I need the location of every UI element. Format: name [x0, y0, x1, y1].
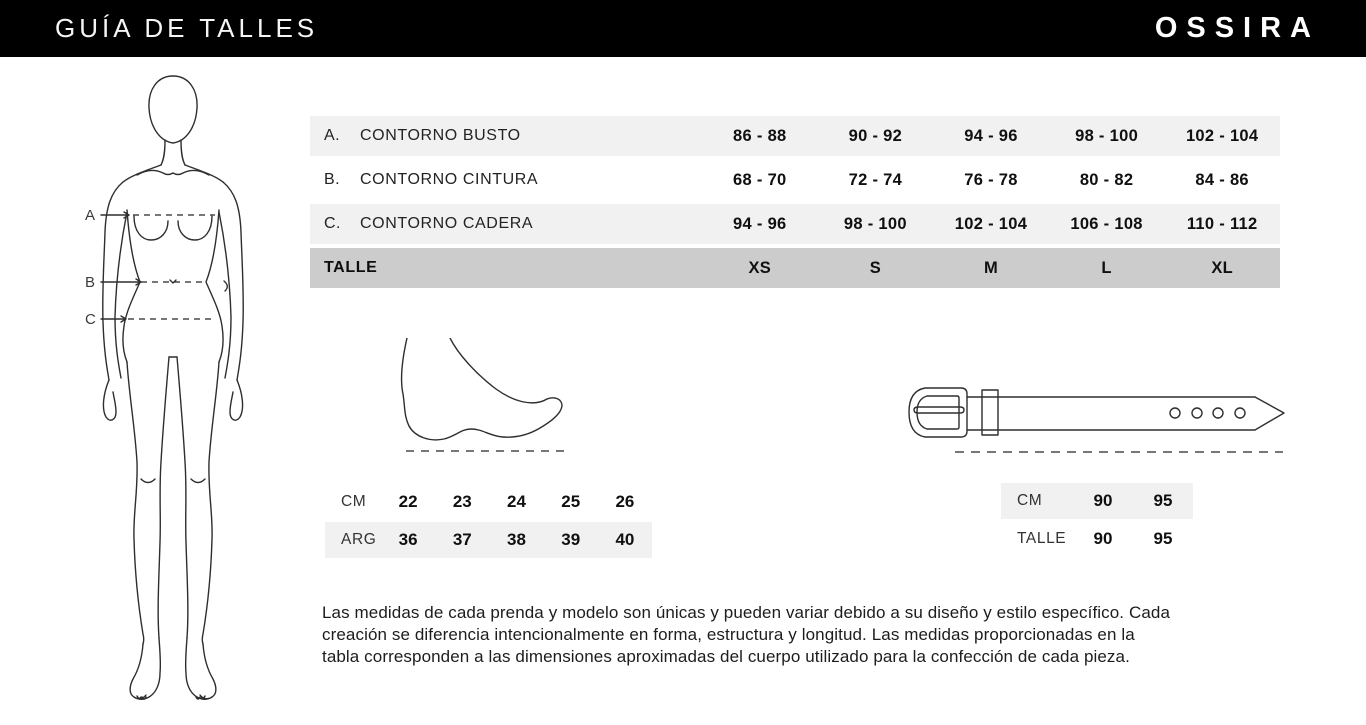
foot-illustration: [400, 338, 575, 458]
cell-value: 98 - 100: [1075, 126, 1139, 145]
cell-value: XL: [1211, 258, 1234, 277]
cell-value: L: [1101, 258, 1112, 277]
belt-hole: [1170, 408, 1180, 418]
header-bar: [0, 0, 1366, 57]
cell-value: 95: [1153, 491, 1173, 510]
cell-value: 37: [452, 530, 472, 549]
size-table: [310, 116, 1280, 292]
table-row-hip: [310, 204, 1280, 244]
row-label: TALLE: [1017, 530, 1067, 547]
table-row-cm: [1001, 483, 1193, 519]
table-row-cm: [325, 484, 652, 520]
cell-value: 86 - 88: [733, 126, 787, 145]
cell-value: 39: [561, 530, 581, 549]
hip-label: C: [85, 311, 97, 328]
page-title: GUÍA DE TALLES: [55, 13, 319, 43]
cell-value: 40: [615, 530, 635, 549]
cell-value: 22: [398, 492, 418, 511]
cell-value: 90: [1093, 491, 1113, 510]
row-label: CM: [341, 493, 367, 510]
row-key: A.: [324, 127, 340, 144]
belt-size-table: [1001, 483, 1193, 559]
note-line: tabla corresponden a las dimensiones aproximadas del cuerpo utilizado para la confección de cada pieza.: [322, 647, 1130, 666]
table-row-waist: [310, 160, 1280, 200]
row-key: B.: [324, 171, 340, 188]
table-row-arg: [325, 522, 652, 558]
cell-value: 26: [615, 492, 635, 511]
table-row-bust: [310, 116, 1280, 156]
cell-value: 110 - 112: [1186, 214, 1258, 233]
row-label: TALLE: [324, 259, 378, 276]
cell-value: 90: [1093, 529, 1113, 548]
cell-value: XS: [748, 258, 772, 277]
belt-illustration: [903, 380, 1288, 465]
cell-value: 106 - 108: [1070, 214, 1143, 233]
cell-value: 98 - 100: [843, 214, 907, 233]
cell-value: 102 - 104: [1185, 126, 1259, 145]
waist-label: B: [85, 274, 97, 291]
belt-hole: [1213, 408, 1223, 418]
row-key: C.: [324, 215, 341, 232]
row-label: CONTORNO BUSTO: [360, 127, 521, 144]
brand-logo: OSSIRA: [1154, 12, 1320, 44]
measurements-note: [322, 602, 1170, 668]
cell-value: 76 - 78: [964, 170, 1018, 189]
hip-arrow: [101, 316, 126, 322]
note-line: creación se diferencia intencionalmente en forma, estructura y longitud. Las medidas proporcionadas en la: [322, 625, 1135, 644]
cell-value: 68 - 70: [733, 170, 787, 189]
cell-value: S: [869, 258, 882, 277]
belt-hole: [1192, 408, 1202, 418]
row-label: CONTORNO CADERA: [360, 215, 534, 232]
cell-value: 90 - 92: [848, 126, 903, 145]
table-row-size: [310, 248, 1280, 288]
waist-arrow: [101, 279, 141, 285]
shoe-size-table: [325, 484, 652, 560]
body-figure-illustration: [75, 62, 270, 710]
cell-value: 102 - 104: [954, 214, 1028, 233]
cell-value: 25: [561, 492, 581, 511]
row-label: CONTORNO CINTURA: [360, 171, 539, 188]
note-line: Las medidas de cada prenda y modelo son únicas y pueden variar debido a su diseño y estilo específico. Cada: [322, 603, 1170, 622]
cell-value: 94 - 96: [964, 126, 1018, 145]
row-label: ARG: [341, 531, 377, 548]
bust-arrow: [101, 212, 129, 218]
figure-head: [149, 76, 197, 143]
cell-value: M: [983, 258, 998, 277]
row-label: CM: [1017, 492, 1043, 509]
cell-value: 80 - 82: [1079, 170, 1134, 189]
belt-hole: [1235, 408, 1245, 418]
cell-value: 38: [507, 530, 526, 549]
cell-value: 84 - 86: [1195, 170, 1249, 189]
cell-value: 24: [507, 492, 526, 511]
cell-value: 36: [398, 530, 418, 549]
table-row-talle: [1001, 521, 1193, 557]
cell-value: 95: [1153, 529, 1173, 548]
cell-value: 94 - 96: [733, 214, 787, 233]
cell-value: 23: [452, 492, 472, 511]
cell-value: 72 - 74: [848, 170, 903, 189]
bust-label: A: [85, 207, 97, 224]
